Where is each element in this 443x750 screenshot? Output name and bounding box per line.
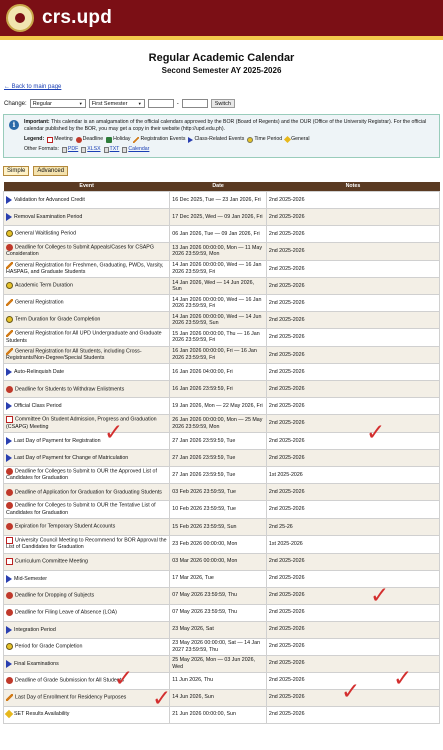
txt-icon [104,147,109,153]
event-name: Validation for Advanced Credit [14,196,85,203]
notes-cell: 2nd 2025-2026 [266,192,439,209]
notes-cell: 2nd 2025-2026 [266,553,439,570]
event-name: General Registration for All UPD Undergraduate and Graduate Students [6,330,162,344]
deadline-icon [6,468,13,475]
event-name: Period for Grade Completion [15,643,83,650]
notice-text [24,119,435,133]
date-cell: 10 Feb 2026 23:59:59, Tue [170,501,267,519]
date-cell: 15 Jan 2026 00:00:00, Thu — 16 Jan 2026 23:59:59, Fri [170,329,267,347]
header-accent-stripe [0,36,443,40]
date-cell: 27 Jan 2026 23:59:59, Tue [170,449,267,466]
date-cell: 16 Jan 2026 23:59:59, Fri [170,381,267,398]
legend-item: Time Period [254,136,283,142]
date-cell: 16 Dec 2025, Tue — 23 Jan 2026, Fri [170,192,267,209]
date-cell: 17 Dec 2025, Wed — 09 Jan 2026, Fri [170,209,267,226]
event-cell [4,484,170,501]
event-cell [4,621,170,638]
simple-view-button[interactable]: Simple [3,166,29,176]
table-row [4,621,440,638]
event-cell [4,449,170,466]
notes-cell: 2nd 2025-2026 [266,398,439,415]
date-cell: 23 Feb 2026 00:00:00, Mon [170,535,267,553]
handwritten-checkmark: ✓ [341,679,361,705]
legend-label: Legend: [24,136,45,142]
year-end-input[interactable] [182,99,208,108]
table-row [4,689,440,706]
class-events-icon [6,454,12,462]
event-name: Last Day of Payment for Registration [14,437,101,444]
time-period-icon [6,282,13,289]
table-row [4,706,440,723]
site-brand[interactable]: crs.upd [42,7,113,28]
event-name: Final Examinations [14,660,59,667]
class-events-icon [6,196,12,204]
switch-button[interactable]: Switch [211,99,235,108]
event-name: Removal Examination Period [14,213,83,220]
event-name: General Registration for All Students, including Cross-Registrants/Non-Degree/Special Students [6,347,142,362]
deadline-icon [6,502,13,509]
xlsx-link[interactable]: XLSX [87,146,101,152]
registration-icon [6,348,13,355]
legend [24,136,435,143]
event-name: Term Duration for Grade Completion [15,316,101,323]
txt-link[interactable]: TXT [109,146,120,152]
date-cell: 14 Jan 2026 00:00:00, Wed — 14 Jun 2026 23:59:59, Sun [170,312,267,329]
date-cell: 21 Jun 2026 00:00:00, Sun [170,706,267,723]
deadline-icon [6,386,13,393]
deadline-icon [6,592,13,599]
table-row [4,260,440,278]
table-row [4,672,440,689]
event-cell [4,518,170,535]
date-cell: 19 Jan 2026, Mon — 22 May 2026, Fri [170,398,267,415]
event-name: Expiration for Temporary Student Accounts [15,523,116,530]
deadline-icon [76,137,82,143]
chevron-down-icon: ▼ [137,101,142,106]
back-to-main-link[interactable]: ← Back to main page [4,84,62,90]
page-title: Regular Academic Calendar [148,52,295,64]
table-row [4,295,440,312]
notes-cell: 2nd 2025-2026 [266,638,439,655]
other-formats [24,146,435,153]
date-cell: 07 May 2026 23:59:59, Thu [170,587,267,604]
event-cell [4,587,170,604]
table-row [4,312,440,329]
date-cell: 03 Mar 2026 00:00:00, Mon [170,553,267,570]
class-events-icon [6,402,12,410]
event-name: General Registration for Freshmen, Graduating, PWDs, Varsity, HASPAG, and Graduate Students [6,261,164,275]
legend-item: Class-Related Events [194,136,245,142]
term-value: First Semester [91,100,128,107]
table-row [4,638,440,655]
notes-cell: 2nd 2025-2026 [266,570,439,587]
table-row [4,553,440,570]
notes-cell: 2nd 2025-2026 [266,689,439,706]
table-row [4,226,440,243]
term-select[interactable] [89,99,145,108]
notes-cell: 2nd 2025-2026 [266,432,439,449]
deadline-icon [6,489,13,496]
time-period-icon [6,316,13,323]
calendar-link[interactable]: Calendar [128,146,150,152]
notes-cell: 2nd 2025-2026 [266,329,439,347]
advanced-view-button[interactable]: Advanced [33,166,68,176]
event-name: Deadline for Colleges to Submit Appeals/Cases for CSAPG Consideration [6,244,154,258]
date-cell: 15 Feb 2026 23:59:59, Sun [170,518,267,535]
event-cell [4,415,170,433]
class-events-icon [6,213,12,221]
table-row [4,346,440,364]
change-label: Change: [4,100,27,107]
event-name: General Registration [15,299,64,306]
important-notice [3,114,440,158]
meeting-icon [6,558,13,565]
holiday-icon [106,137,112,143]
notes-cell: 2nd 2025-2026 [266,501,439,519]
date-cell: 14 Jun 2026, Sun [170,689,267,706]
event-cell [4,278,170,295]
event-cell [4,243,170,261]
date-cell: 27 Jan 2026 23:59:59, Tue [170,466,267,484]
event-name: Curriculum Committee Meeting [15,558,89,565]
table-row [4,518,440,535]
chevron-down-icon: ▼ [78,101,83,106]
legend-item: Holiday [113,136,131,142]
event-cell [4,604,170,621]
event-name: Deadline of Grade Submission for All Students [15,677,124,684]
event-cell [4,706,170,723]
deadline-icon [6,523,13,530]
legend-item: Deadline [82,136,104,142]
table-row [4,381,440,398]
pdf-icon [62,147,67,153]
meeting-icon [6,416,13,423]
date-cell: 03 Feb 2026 23:59:59, Tue [170,484,267,501]
meeting-icon [6,537,13,544]
event-name: Mid-Semester [14,575,47,582]
event-name: General Waitlisting Period [15,230,77,237]
table-row [4,501,440,519]
event-cell [4,209,170,226]
notes-cell: 2nd 2025-2026 [266,655,439,672]
event-cell [4,346,170,364]
date-cell: 16 Jan 2026 00:00:00, Fri — 16 Jan 2026 23:59:59, Fri [170,346,267,364]
date-cell: 14 Jan 2026 00:00:00, Wed — 16 Jan 2026 23:59:59, Fri [170,295,267,312]
table-row [4,449,440,466]
year-start-input[interactable] [148,99,174,108]
date-cell: 14 Jan 2026, Wed — 14 Jun 2026, Sun [170,278,267,295]
event-cell [4,295,170,312]
important-label: Important: [24,119,50,125]
notes-cell: 2nd 2025-2026 [266,243,439,261]
notes-cell: 2nd 2025-2026 [266,381,439,398]
event-cell [4,466,170,484]
event-name: Deadline for Colleges to Submit to OUR the Approved List of Candidates for Graduation [6,468,157,482]
legend-item: General [291,136,310,142]
date-cell: 13 Jan 2026 00:00:00, Mon — 11 May 2026 23:59:59, Mon [170,243,267,261]
notes-cell: 2nd 2025-2026 [266,449,439,466]
table-row [4,278,440,295]
notes-cell: 2nd 2025-2026 [266,364,439,381]
column-header-notes: Notes [266,182,439,192]
event-cell [4,553,170,570]
date-cell: 23 May 2026, Sat [170,621,267,638]
table-row [4,484,440,501]
calendar-table [3,182,440,724]
header-bar [0,0,443,36]
view-toggle [3,166,443,176]
table-row [4,209,440,226]
event-name: Deadline of Application for Graduation for Graduating Students [15,488,162,495]
handwritten-checkmark: ✓ [104,420,124,446]
calendar-type-select[interactable] [30,99,86,108]
calendar-icon [122,147,127,153]
event-name: Last Day of Payment for Change of Matriculation [14,454,129,461]
event-cell [4,226,170,243]
info-icon: i [9,120,19,130]
class-events-icon [6,437,12,445]
event-cell [4,638,170,655]
deadline-icon [6,244,13,251]
class-events-icon [188,137,193,143]
table-row [4,329,440,347]
class-events-icon [6,368,12,376]
event-name: Deadline for Students to Withdraw Enlistments [15,385,125,392]
table-row [4,466,440,484]
date-cell: 16 Jan 2026 04:00:00, Fri [170,364,267,381]
notes-cell: 1st 2025-2026 [266,535,439,553]
event-name: Last Day of Enrollment for Residency Purposes [15,694,127,701]
time-period-icon [6,230,13,237]
general-icon [284,136,291,143]
handwritten-checkmark: ✓ [114,666,134,692]
date-cell: 17 Mar 2026, Tue [170,570,267,587]
legend-item: Registration Events [140,136,186,142]
notes-cell: 2nd 2025-2026 [266,621,439,638]
meeting-icon [47,137,53,143]
column-header-event: Event [4,182,170,192]
handwritten-checkmark: ✓ [366,420,386,446]
event-name: Committee On Student Admission, Progress and Graduation (CSAPG) Meeting [6,416,157,430]
date-cell: 26 Jan 2026 00:00:00, Mon — 25 May 2026 23:59:59, Mon [170,415,267,433]
table-row [4,364,440,381]
event-name: Deadline for Dropping of Subjects [15,592,95,599]
event-cell [4,672,170,689]
event-cell [4,689,170,706]
class-events-icon [6,626,12,634]
event-cell [4,192,170,209]
notes-cell: 2nd 2025-2026 [266,312,439,329]
event-cell [4,655,170,672]
event-cell [4,381,170,398]
notes-cell: 1st 2025-2026 [266,466,439,484]
pdf-link[interactable]: PDF [67,146,79,152]
date-cell: 11 Jun 2026, Thu [170,672,267,689]
notice-body: This calendar is an amalgamation of the official calendars approved by the BOR (Board of Regents) and the OUR (Office of the University Registrar). For the official calendar published by the BOR, you may get a copy in their website (http://upd.edu.ph). [24,119,427,132]
notes-cell: 2nd 2025-2026 [266,295,439,312]
class-events-icon [6,660,12,668]
event-cell [4,501,170,519]
event-name: University Council Meeting to Recommend for BOR Approval the List of Candidates for Graduation [6,537,167,551]
time-period-icon [247,137,253,143]
event-name: Academic Term Duration [15,282,73,289]
notes-cell: 2nd 2025-2026 [266,346,439,364]
notes-cell: 2nd 2025-2026 [266,226,439,243]
date-cell: 25 May 2026, Mon — 03 Jun 2026, Wed [170,655,267,672]
up-seal-logo [6,4,34,32]
event-cell [4,432,170,449]
legend-item: Meeting [54,136,73,142]
notes-cell: 2nd 2025-2026 [266,209,439,226]
event-cell [4,535,170,553]
registration-icon [6,330,13,337]
date-cell: 27 Jan 2026 23:59:59, Tue [170,432,267,449]
notes-cell: 2nd 2025-2026 [266,278,439,295]
notes-cell: 2nd 25-26 [266,518,439,535]
event-name: Deadline for Colleges to Submit to OUR the Tentative List of Candidates for Graduation [6,502,156,516]
notes-cell: 2nd 2025-2026 [266,672,439,689]
deadline-icon [6,677,13,684]
notes-cell: 2nd 2025-2026 [266,484,439,501]
date-cell: 14 Jan 2026 00:00:00, Wed — 16 Jan 2026 23:59:59, Fri [170,260,267,278]
event-cell [4,570,170,587]
event-cell [4,260,170,278]
date-cell: 07 May 2026 23:59:59, Thu [170,604,267,621]
year-separator: - [176,100,179,107]
deadline-icon [6,609,13,616]
event-name: SET Results Availability [14,710,70,717]
formats-label: Other Formats: [24,146,59,152]
event-cell [4,312,170,329]
handwritten-checkmark: ✓ [393,666,413,692]
event-cell [4,329,170,347]
page-subtitle: Second Semester AY 2025-2026 [161,66,282,75]
handwritten-checkmark: ✓ [152,686,172,712]
event-name: Deadline for Filing Leave of Absence (LOA) [15,609,117,616]
notes-cell: 2nd 2025-2026 [266,260,439,278]
class-events-icon [6,575,12,583]
event-cell [4,364,170,381]
registration-icon [6,694,13,701]
table-row [4,655,440,672]
notes-cell: 2nd 2025-2026 [266,587,439,604]
table-row [4,192,440,209]
date-cell: 23 May 2026 00:00:00, Sat — 14 Jan 2027 23:59:59, Thu [170,638,267,655]
registration-icon [6,299,13,306]
table-row [4,398,440,415]
notes-cell: 2nd 2025-2026 [266,604,439,621]
calendar-type-value: Regular [32,100,52,107]
calendar-filter-form [4,99,443,108]
event-cell [4,398,170,415]
registration-icon [133,137,139,143]
handwritten-checkmark: ✓ [370,583,390,609]
registration-icon [6,262,13,269]
column-header-date: Date [170,182,267,192]
notes-cell: 2nd 2025-2026 [266,706,439,723]
notes-cell: 2nd 2025-2026 [266,415,439,433]
event-name: Integration Period [14,626,56,633]
table-row [4,243,440,261]
table-row [4,535,440,553]
event-name: Official Class Period [14,403,62,409]
event-name: Auto-Relinquish Date [14,369,65,375]
xlsx-icon [81,147,86,153]
general-icon [5,710,13,718]
time-period-icon [6,643,13,650]
date-cell: 06 Jan 2026, Tue — 09 Jan 2026, Fri [170,226,267,243]
